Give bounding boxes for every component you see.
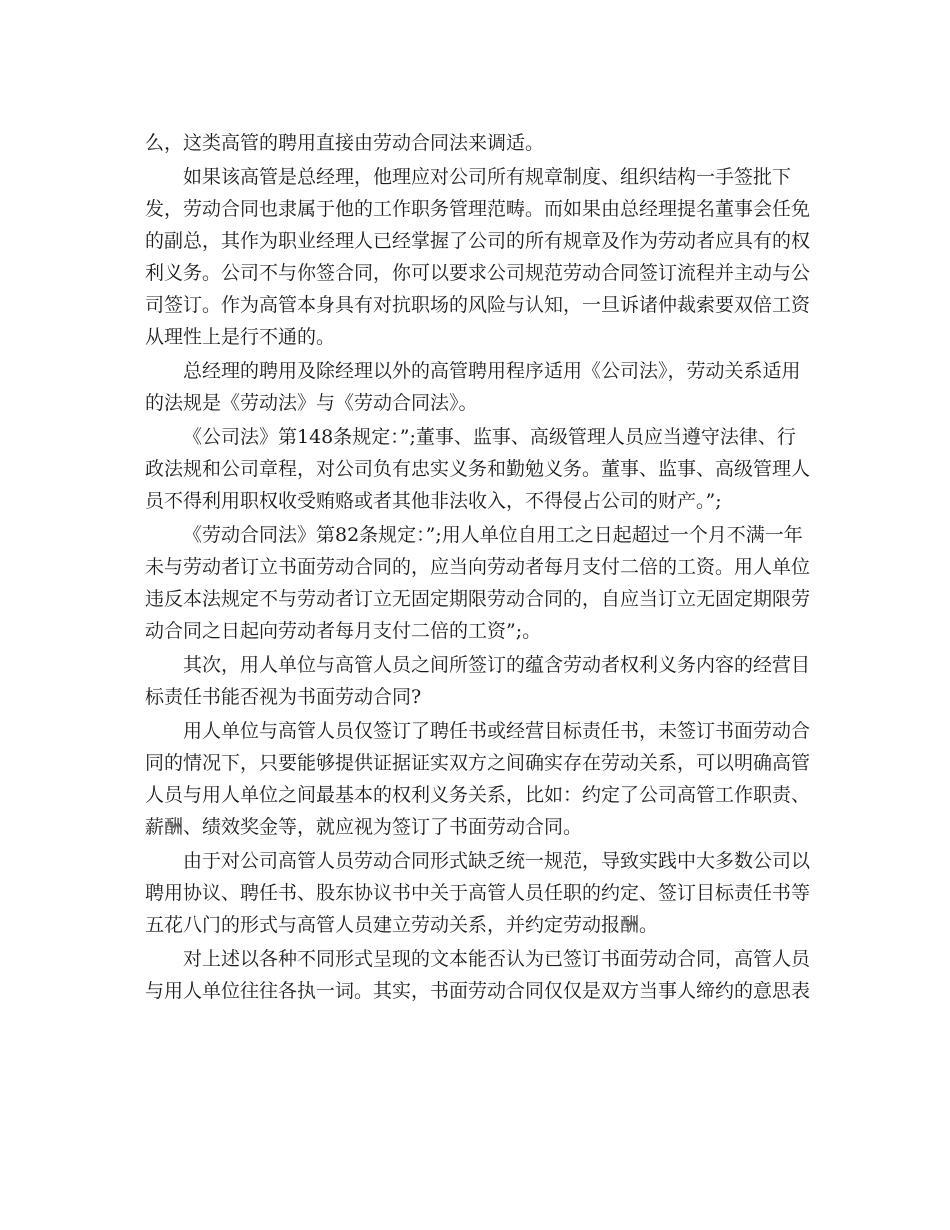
paragraph-appointment-letter: 用人单位与高管人员仅签订了聘任书或经营目标责任书，未签订书面劳动合同的情况下，只要能够提供证据证实双方之间确实存在劳动关系，可以明确高管人员与用人单位之间最基本的权利义务关系，比如：约定了公司高管工作职责、薪酬、绩效奖金等，就应视为签订了书面劳动合同。 xyxy=(145,720,811,838)
paragraph-general-manager: 如果该高管是总经理，他理应对公司所有规章制度、组织结构一手签批下发，劳动合同也隶属于他的工作职务管理范畴。而如果由总经理提名董事会任免的副总，其作为职业经理人已经掌握了公司的所有规章及作为劳动者应具有的权利义务。公司不与你签合同，你可以要求公司规范劳动合同签订流程并主动与公司签订。作为高管本身具有对抗职场的风险与认知，一旦诉诸仲裁索要双倍工资从理性上是行不通的。 xyxy=(145,166,811,348)
paragraph-contract-forms: 由于对公司高管人员劳动合同形式缺乏统一规范，导致实践中大多数公司以聘用协议、聘任书、股东协议书中关于高管人员任职的约定、签订目标责任书等五花八门的形式与高管人员建立劳动关系，并约定劳动报酬。 xyxy=(145,850,811,936)
paragraph-company-law-148: 《公司法》第148条规定：”;董事、监事、高级管理人员应当遵守法律、行政法规和公司章程，对公司负有忠实义务和勤勉义务。董事、监事、高级管理人员不得利用职权收受贿赂或者其他非法收入，不得侵占公司的财产。”; xyxy=(145,426,811,512)
paragraph-labor-contract-law-82: 《劳动合同法》第82条规定：”;用人单位自用工之日起超过一个月不满一年未与劳动者订立书面劳动合同的，应当向劳动者每月支付二倍的工资。用人单位违反本法规定不与劳动者订立无固定期限劳动合同的，自应当订立无固定期限劳动合同之日起向劳动者每月支付二倍的工资”;。 xyxy=(145,524,811,642)
paragraph-disputes: 对上述以各种不同形式呈现的文本能否认为已签订书面劳动合同，高管人员与用人单位往往各执一词。其实，书面劳动合同仅仅是双方当事人缔约的意思表 xyxy=(145,948,811,1002)
paragraph-continuation: 么，这类高管的聘用直接由劳动合同法来调适。 xyxy=(145,132,545,154)
paragraph-applicable-law: 总经理的聘用及除经理以外的高管聘用程序适用《公司法》，劳动关系适用的法规是《劳动法》与《劳动合同法》。 xyxy=(145,360,801,414)
document-body xyxy=(145,127,810,1009)
paragraph-question: 其次，用人单位与高管人员之间所签订的蕴含劳动者权利义务内容的经营目标责任书能否视为书面劳动合同? xyxy=(145,654,811,708)
